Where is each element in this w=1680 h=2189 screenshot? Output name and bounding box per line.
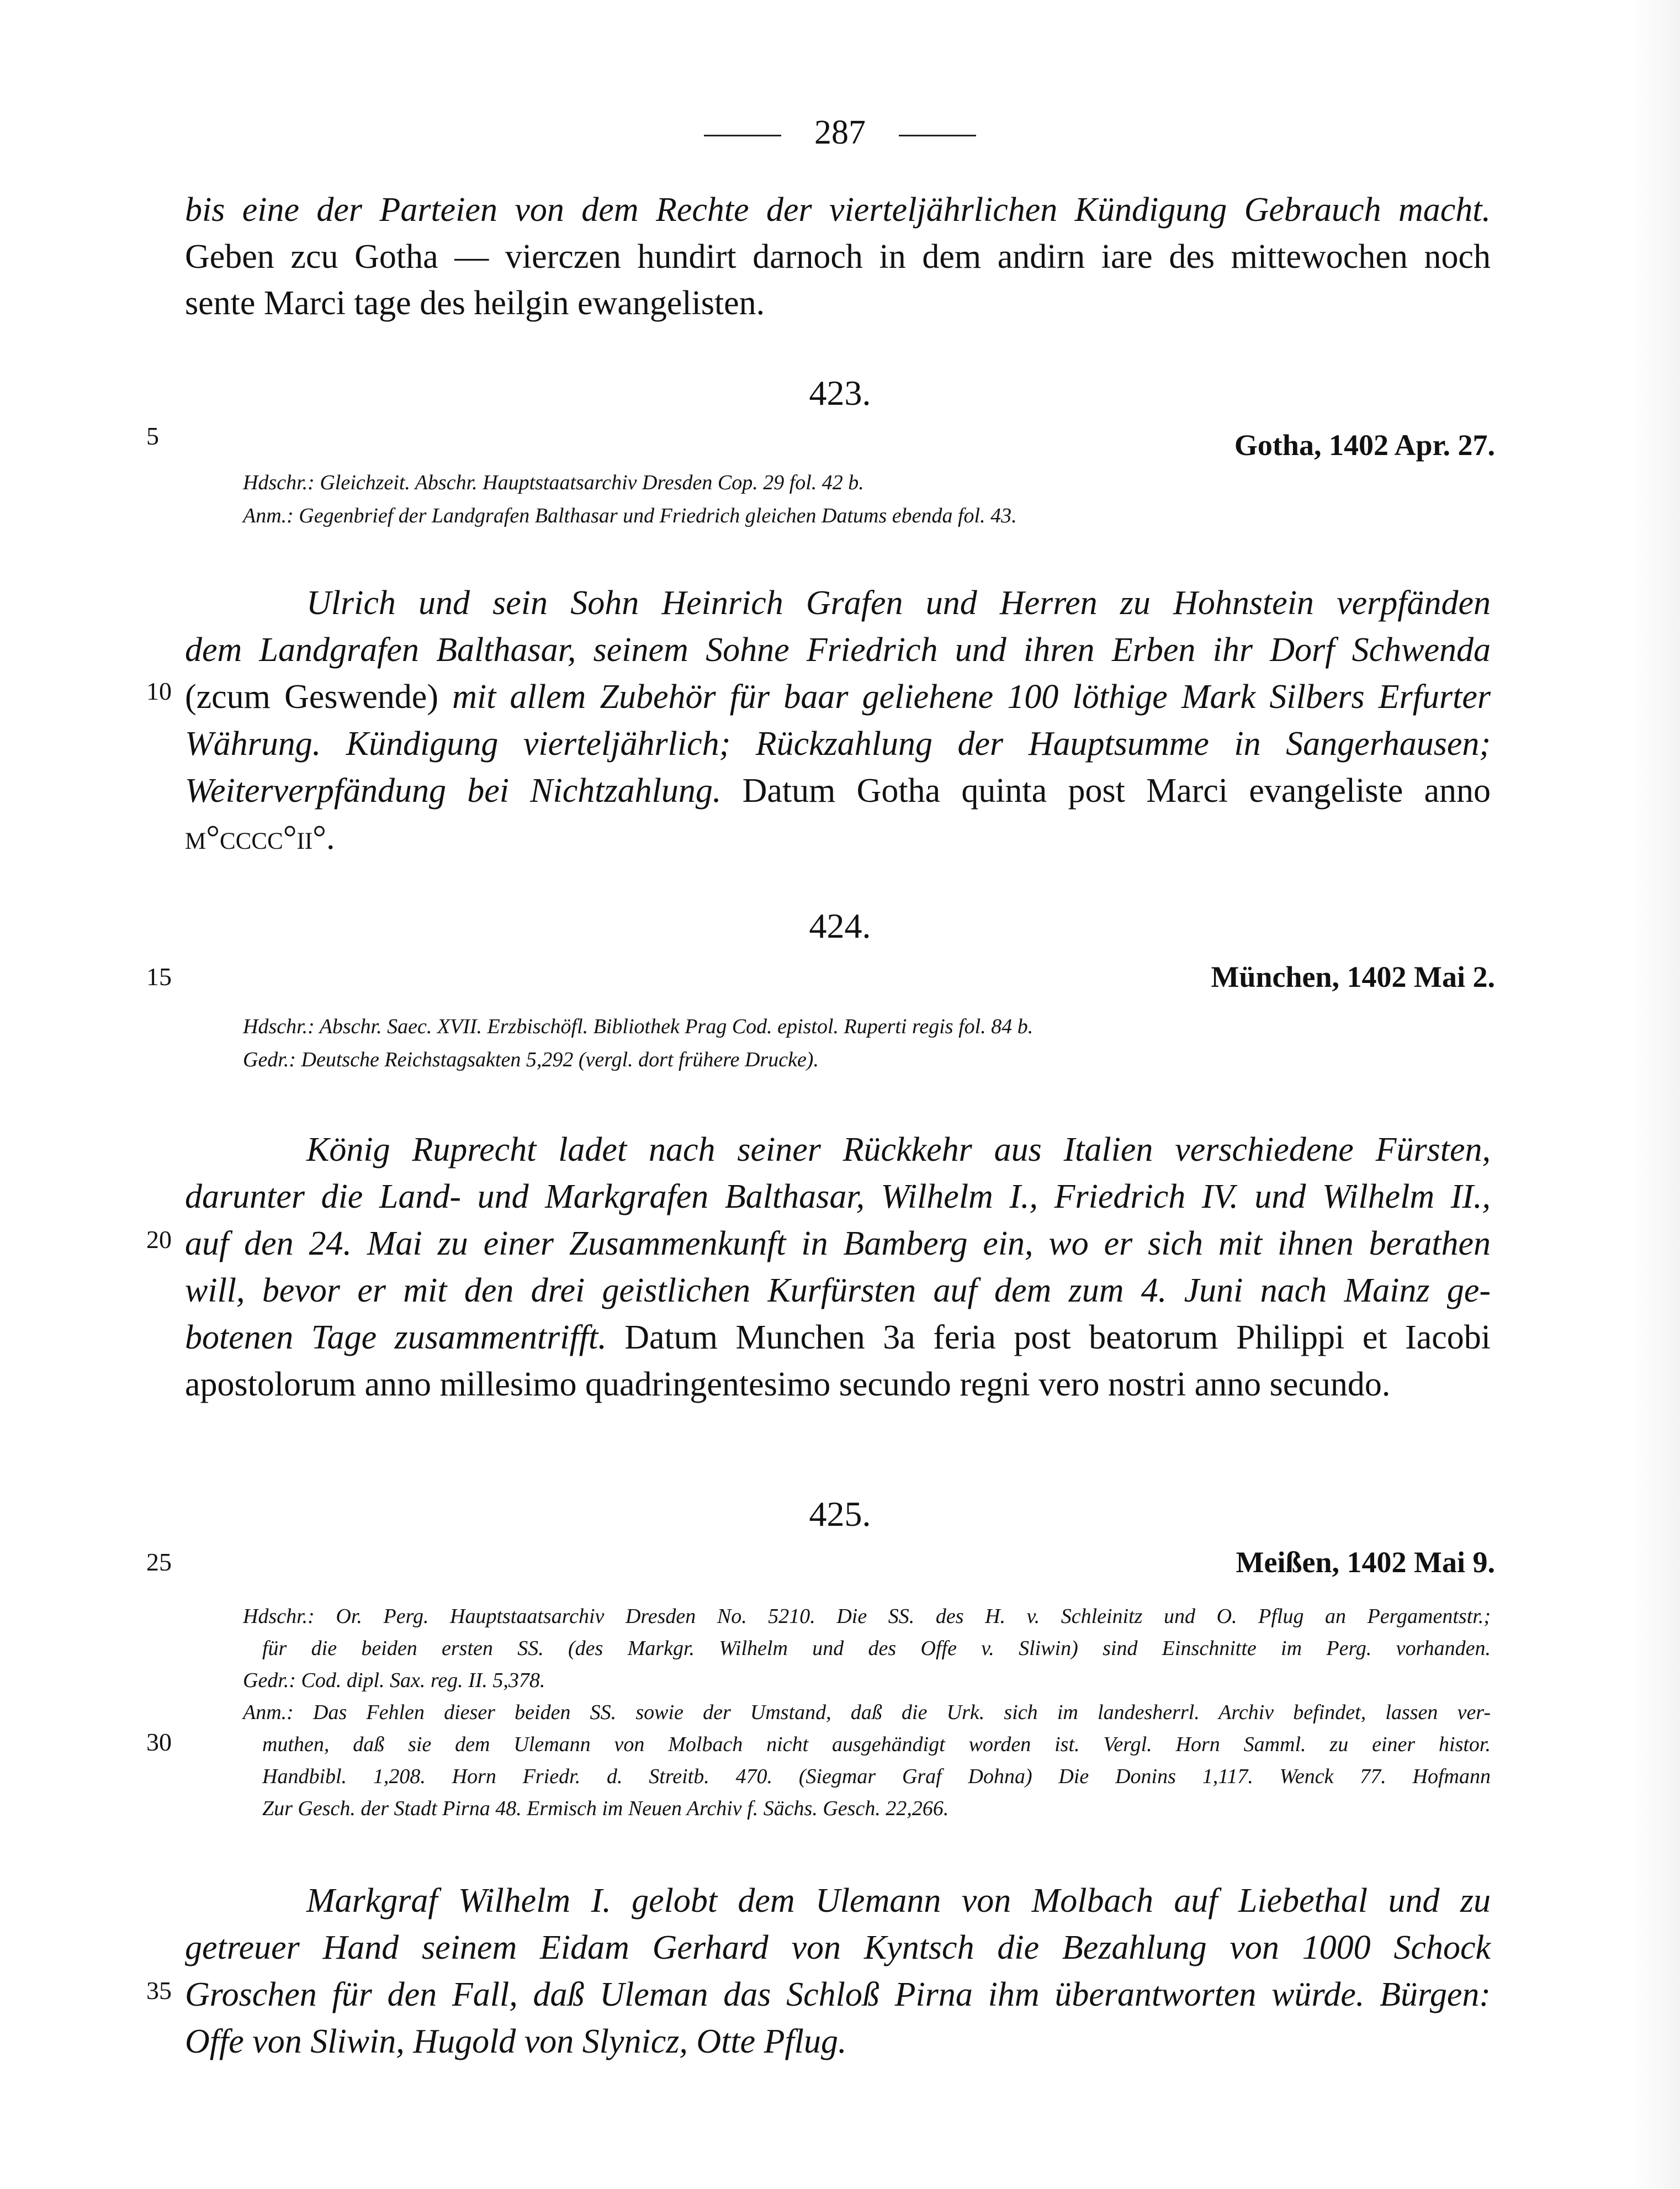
note-425-anm-1: Anm.: Das Fehlen dieser beiden SS. sowie der Umstand, daß die Urk. sich im landesherrl. Archiv befindet, lassen ver-	[243, 1701, 1491, 1724]
regest-423-line-6: m°cccc°ii°.	[185, 819, 335, 856]
intro-line-1: bis eine der Parteien von dem Rechte der vierteljährlichen Kündigung Gebrauch macht.	[185, 191, 1491, 229]
note-425-anm-3: Handbibl. 1,208. Horn Friedr. d. Streitb. 470. (Siegmar Graf Dohna) Die Donins 1,117. Wenck 77. Hofmann	[262, 1765, 1491, 1788]
note-425-hdschr-2: für die beiden ersten SS. (des Markgr. Wilhelm und des Offe v. Sliwin) sind Einschnitte im Perg. vorhanden.	[262, 1637, 1491, 1660]
regest-423-line-5	[185, 768, 1491, 814]
regest-424-line-2: darunter die Land- und Markgrafen Balthasar, Wilhelm I., Friedrich IV. und Wilhelm II.,	[185, 1178, 1491, 1215]
regest-424-line-5-italic: botenen Tage zusammentrifft.	[185, 1319, 607, 1356]
regest-424-line-4: will, bevor er mit den drei geistlichen Kurfürsten auf dem zum 4. Juni nach Mainz ge-	[185, 1272, 1491, 1309]
regest-425-line-4: Offe von Sliwin, Hugold von Slynicz, Otte Pflug.	[185, 2023, 847, 2060]
line-number-25: 25	[146, 1548, 172, 1576]
regest-424-line-1: König Ruprecht ladet nach seiner Rückkehr aus Italien verschiedene Fürsten,	[306, 1131, 1491, 1168]
place-date-424: München, 1402 Mai 2.	[1211, 960, 1495, 993]
regest-425-line-1: Markgraf Wilhelm I. gelobt dem Ulemann von Molbach auf Liebethal und zu	[306, 1882, 1491, 1920]
regest-425-line-3: Groschen für den Fall, daß Uleman das Schloß Pirna ihm überantworten würde. Bürgen:	[185, 1976, 1491, 2013]
line-number-10: 10	[146, 677, 172, 705]
regest-425-line-2: getreuer Hand seinem Eidam Gerhard von Kyntsch die Bezahlung von 1000 Schock	[185, 1929, 1491, 1966]
page-number-text: 287	[814, 114, 866, 151]
regest-423-line-2: dem Landgrafen Balthasar, seinem Sohne Friedrich und ihren Erben ihr Dorf Schwenda	[185, 631, 1491, 669]
note-425-hdschr-1: Hdschr.: Or. Perg. Hauptstaatsarchiv Dresden No. 5210. Die SS. des H. v. Schleinitz und O. Pflug an Pergamentstr.;	[243, 1605, 1491, 1628]
regest-423-line-1: Ulrich und sein Sohn Heinrich Grafen und Herren zu Hohnstein verpfänden	[306, 584, 1491, 622]
regest-423-line-3-italic: mit allem Zubehör für baar geliehene 100 löthige Mark Silbers Erfurter	[452, 678, 1491, 716]
regest-423-line-3-roman: (zcum Geswende)	[185, 678, 438, 716]
regest-424-line-5	[185, 1314, 1491, 1361]
intro-line-2: Geben zcu Gotha — vierczen hundirt darnoch in dem andirn iare des mittewochen noch	[185, 238, 1491, 276]
entry-number-425: 425.	[809, 1494, 871, 1534]
line-number-5: 5	[146, 422, 159, 450]
regest-423-line-5-italic: Weiterverpfändung bei Nichtzahlung.	[185, 772, 722, 810]
regest-424-line-6: apostolorum anno millesimo quadringentesimo secundo regni vero nostri anno secundo.	[185, 1366, 1391, 1403]
place-date-425: Meißen, 1402 Mai 9.	[1236, 1546, 1495, 1579]
line-number-20: 20	[146, 1225, 172, 1254]
line-number-35: 35	[146, 1976, 172, 2005]
entry-number-423: 423.	[809, 373, 871, 413]
note-423-anm: Anm.: Gegenbrief der Landgrafen Balthasar und Friedrich gleichen Datums ebenda fol. 43.	[243, 504, 1017, 527]
note-424-gedr: Gedr.: Deutsche Reichstagsakten 5,292 (vergl. dort frühere Drucke).	[243, 1048, 819, 1071]
note-424-hdschr: Hdschr.: Abschr. Saec. XVII. Erzbischöfl. Bibliothek Prag Cod. epistol. Ruperti regis fol. 84 b.	[243, 1015, 1034, 1038]
place-date-423: Gotha, 1402 Apr. 27.	[1234, 429, 1495, 462]
note-425-anm-4: Zur Gesch. der Stadt Pirna 48. Ermisch im Neuen Archiv f. Sächs. Gesch. 22,266.	[262, 1797, 949, 1820]
page-number	[0, 113, 1680, 152]
page-number-rule-left	[704, 135, 781, 136]
regest-423-line-4: Währung. Kündigung vierteljährlich; Rückzahlung der Hauptsumme in Sangerhausen;	[185, 725, 1491, 763]
page-number-rule-right	[899, 135, 976, 136]
entry-number-424: 424.	[809, 906, 871, 945]
note-425-gedr: Gedr.: Cod. dipl. Sax. reg. II. 5,378.	[243, 1669, 545, 1692]
line-number-30: 30	[146, 1728, 172, 1756]
note-423-hdschr: Hdschr.: Gleichzeit. Abschr. Hauptstaatsarchiv Dresden Cop. 29 fol. 42 b.	[243, 471, 864, 494]
regest-424-line-5-roman: Datum Munchen 3a feria post beatorum Philippi et Iacobi	[624, 1319, 1491, 1356]
intro-line-3: sente Marci tage des heilgin ewangelisten.	[185, 284, 765, 322]
regest-423-line-5-roman: Datum Gotha quinta post Marci evangeliste anno	[742, 772, 1491, 810]
note-425-anm-2: muthen, daß sie dem Ulemann von Molbach nicht ausgehändigt worden ist. Vergl. Horn Samml. zu einer histor.	[262, 1733, 1491, 1756]
regest-424-line-3: auf den 24. Mai zu einer Zusammenkunft in Bamberg ein, wo er sich mit ihnen berathen	[185, 1225, 1491, 1262]
page-edge-shadow	[1630, 0, 1680, 2189]
regest-423-line-3	[185, 674, 1491, 720]
line-number-15: 15	[146, 963, 172, 991]
